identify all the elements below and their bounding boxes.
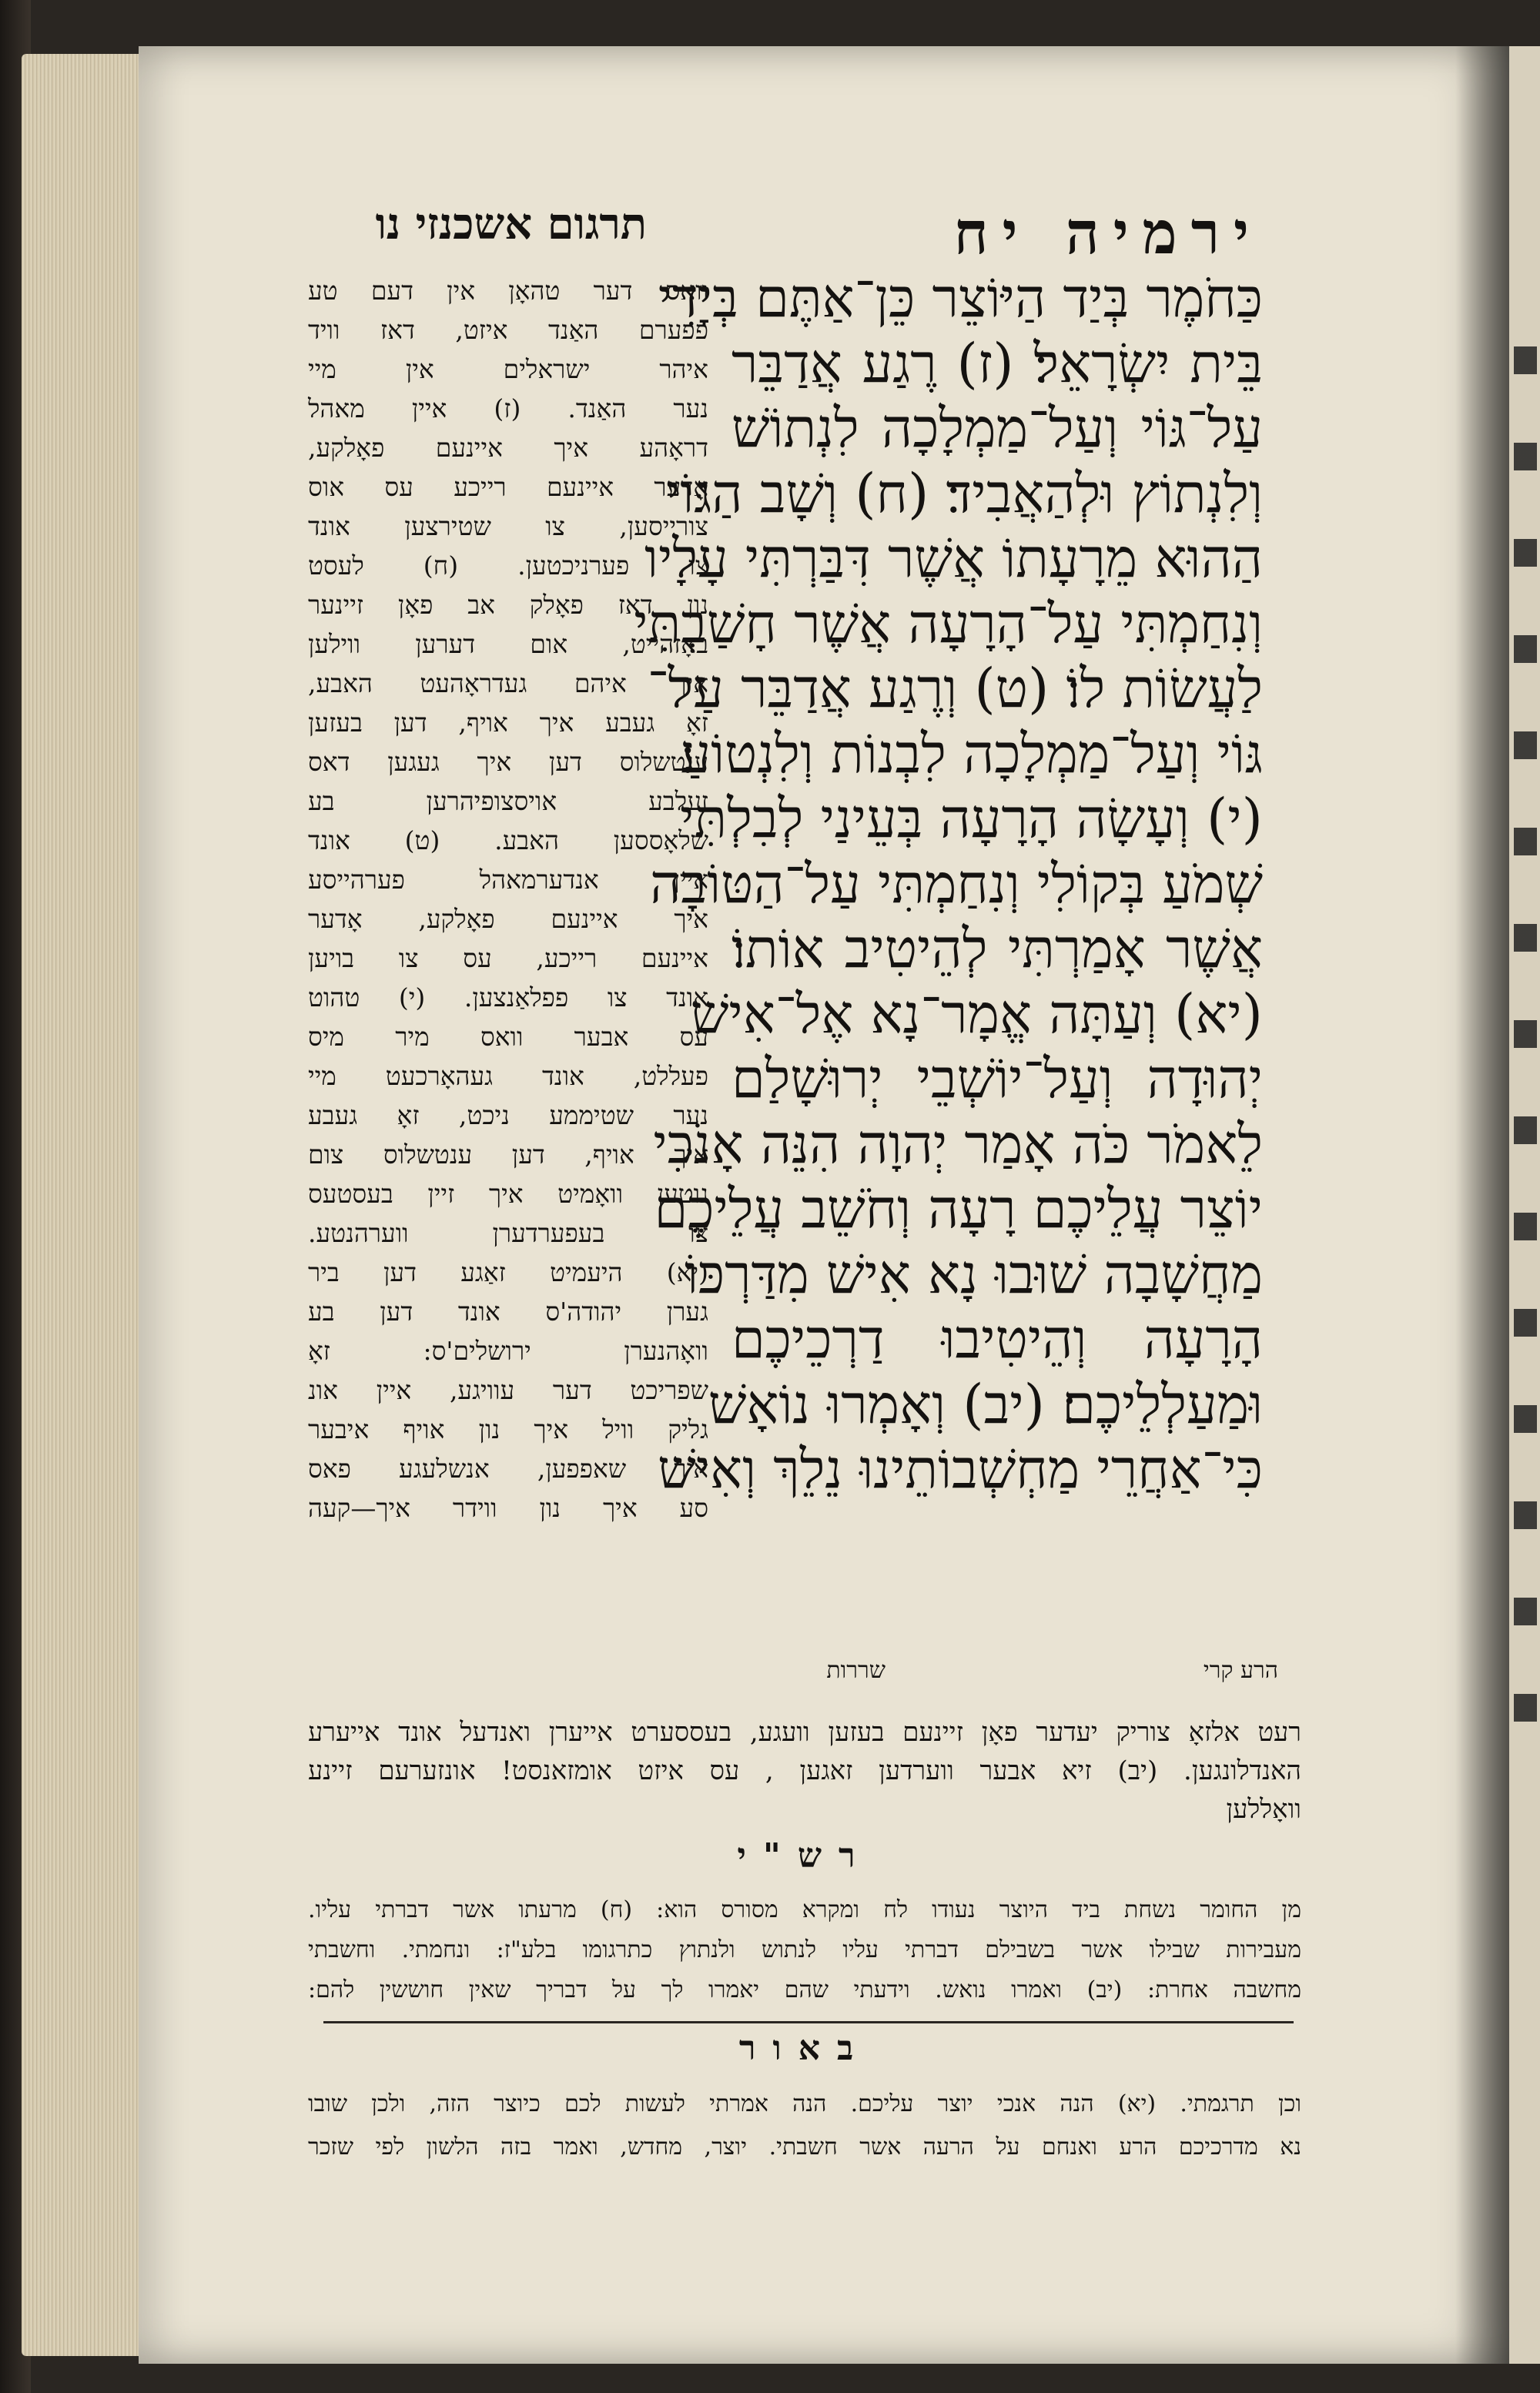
translation-line: גליק וויל איך נון אויף איבער <box>308 1414 708 1444</box>
qere-ketiv-note: הרע קרי <box>1203 1657 1278 1684</box>
translation-line: ענטשלוס דען איך געגען דאס <box>308 747 708 777</box>
continuation-line: רעט אלזאָ צוריק יעדער פאָן זיינעם בעזען וועגע, בעססערט אייערן ואנדעל אונד אייערע <box>308 1717 1301 1748</box>
translation-line: סע איך נון ווידר איך—קעה <box>308 1493 708 1523</box>
scripture-line: כִּי־אַחֲרֵי מַחְשְׁבוֹתֵינוּ נֵלֵךְ וְאִישׁ <box>658 1437 1263 1501</box>
running-header-book: ירמיה יח <box>953 199 1263 267</box>
continuation-line: האנדלונגען. (יב) זיא אבער ווערדען זאגען , עס איזט אומזאנסט! אונזערעם זיינע <box>308 1755 1301 1786</box>
translation-line: איך איינעם פאָלקע, אָדער <box>308 904 708 934</box>
biur-line: נא מדרכיכם הרע ואנחם על הרעה אשר חשבתי. יוצר, מחדש, ואמר בזה הלשון לפי שזכר <box>308 2134 1301 2160</box>
translation-line: נון דאז פאָלק אב פאָן זיינער <box>308 590 708 620</box>
scripture-line: (י) וְעָשָׂה הָרָעָה בְּעֵינַי לְבִלְתִּי <box>680 787 1263 850</box>
translation-line: גערן יהודה'ס אונד דען בע <box>308 1297 708 1327</box>
scripture-line: יוֹצֵר עֲלֵיכֶם רָעָה וְחֹשֵׁב עֲלֵיכֶם <box>654 1177 1263 1240</box>
page-edges <box>22 54 152 2356</box>
translation-line: איך שאפפען, אנשלעגע פאס <box>308 1454 708 1484</box>
translation-line: זעלבע אויסצופיהרען בע <box>308 786 708 816</box>
translation-line: אָדער איינעם רייכע עס אוס <box>308 472 708 502</box>
translation-line: נער שטיממע ניכט, זאָ געבע <box>308 1100 708 1130</box>
rashi-section-title: רש"י <box>737 1836 872 1876</box>
section-divider <box>323 2021 1294 2023</box>
scripture-line: וְנִחַמְתִּי עַל־הָרָעָה אֲשֶׁר חָשַׁבְתִּי <box>634 591 1263 655</box>
translation-column <box>308 271 708 1528</box>
biur-section-title: באור <box>738 2029 871 2068</box>
page-gutter-shadow <box>1455 46 1509 2364</box>
rashi-line: מחשבה אחרת: (יב) ואמרו נואש. וידעתי שהם יאמרו לך על דבריך שאין חוששין להם: <box>308 1976 1301 2003</box>
translation-line: פעללט, אונד געהאָרכעט מיי <box>308 1061 708 1091</box>
scripture-column <box>634 266 1263 1502</box>
translation-line: דראָהע איך איינעם פאָלקע, <box>308 433 708 463</box>
translation-line: פפערם האַנד איזט, דאז וויד <box>308 315 708 345</box>
scripture-line: הָרָעָה וְהֵיטִיבוּ דַרְכֵיכֶם <box>732 1307 1263 1371</box>
scripture-line: לֵאמֹר כֹּה אָמַר יְהוָה הִנֵּה אָנֹכִי <box>653 1112 1263 1176</box>
continuation-line: וואָללען <box>1226 1794 1301 1825</box>
scripture-line: גּוֹי וְעַל־מַמְלָכָה לִבְנוֹת וְלִנְטוֹעַ׃ <box>680 721 1263 785</box>
scripture-line: שְׁמֹעַ בְּקוֹלִי וְנִחַמְתִּי עַל־הַטּוֹבָה <box>650 852 1263 915</box>
scripture-line: אֲשֶׁר אָמַרְתִּי לְהֵיטִיב אוֹתוֹ׃ <box>732 917 1263 980</box>
biur-line: וכן תרגמתי. (יא) הנה אנכי יוצר עליכם. הנה אמרתי לעשות לכם כיוצר הזה, ולכן שובו <box>308 2090 1301 2117</box>
rashi-line: מן החומר נשחת ביד היוצר נעודו לח ומקרא מסורס הוא: (ח) מרעתו אשר דברתי עליו. <box>308 1896 1301 1923</box>
facing-page-text-fragment <box>1514 300 1537 1748</box>
scripture-line: יְהוּדָה וְעַל־יוֹשְׁבֵי יְרוּשָׁלַם <box>732 1047 1263 1110</box>
translation-line: עס אבער וואס מיר מיס <box>308 1022 708 1052</box>
scripture-line: כַּחֹמֶר בְּיַד הַיּוֹצֵר כֵּן־אַתֶּם בְּיָדִי <box>658 266 1263 330</box>
translation-line: באָזהייט, אום דערען ווילען <box>308 629 708 659</box>
scripture-line: עַל־גּוֹי וְעַל־מַמְלָכָה לִנְתוֹשׁ <box>732 397 1263 460</box>
rashi-commentary <box>308 1890 1301 2010</box>
rashi-line: מעבירות שבילו אשר בשבילם דברתי עליו לנתוש ולנתוץ כתרגומו בלע"ז: ונחמתי. וחשבתי <box>308 1936 1301 1963</box>
translation-line: (יא) היעמיט זאַגע דען ביר <box>308 1257 708 1287</box>
translation-line: אונד צו פפלאַנצען. (י) טהוט <box>308 982 708 1012</box>
scripture-line: וּמַעַלְלֵיכֶם׃ (יב) וְאָמְרוּ נוֹאָשׁ <box>708 1372 1263 1436</box>
translation-line: נער האַנד. (ז) איין מאהל <box>308 393 708 423</box>
scripture-line: לַעֲשׂוֹת לוֹ׃ (ט) וְרֶגַע אֲדַבֵּר עַל־ <box>647 657 1263 720</box>
translation-line: וואָהנערן ירושלים'ס: זאָ <box>308 1336 708 1366</box>
translation-line: איהר ישראלים אין מיי <box>308 354 708 384</box>
scripture-line: (יא) וְעַתָּה אֱמָר־נָא אֶל־אִישׁ <box>690 982 1263 1046</box>
translation-line: שפריכט דער עוויגע, איין אונ <box>308 1375 708 1405</box>
variant-reading-note: שררות <box>826 1657 886 1684</box>
translation-line: איך אויף, דען ענטשלוס צום <box>308 1140 708 1170</box>
translation-line: זאָ געבע איך אויף, דען בעזען <box>308 708 708 738</box>
translation-line: איך איהם געדראָהעט האבע, <box>308 668 708 698</box>
scripture-line: בֵּית יִשְׂרָאֵל׃ (ז) רֶגַע אֲדַבֵּר <box>732 331 1263 395</box>
biur-commentary <box>308 2083 1301 2169</box>
translation-line: איין אנדערמאהל פערהייסע <box>308 865 708 895</box>
running-header-translation: תרגום אשכנזי נו <box>375 199 647 249</box>
facing-page-edge <box>1509 46 1540 2364</box>
scripture-line: מַחֲשָׁבָה שׁוּבוּ נָא אִישׁ מִדַּרְכּוֹ <box>685 1242 1263 1306</box>
translation-line: צו פערניכטען. (ח) לעסט <box>308 551 708 581</box>
translation-continuation <box>308 1713 1301 1829</box>
translation-line: שלאָססען האבע. (ט) אונד <box>308 825 708 855</box>
translation-line: איינעם רייכע, עס צו בויען <box>308 943 708 973</box>
scripture-line: הַהוּא מֵרָעָתוֹ אֲשֶׁר דִּבַּרְתִּי עָלָיו <box>644 527 1263 590</box>
translation-line: צו בעפערדערן ווערהנטע. <box>308 1218 708 1248</box>
scripture-line: וְלִנְתוֹץ וּלְהַאֲבִיד׃ (ח) וְשָׁב הַגּוֹי <box>665 461 1263 525</box>
translation-line: וואס דער טהאָן אין דעם טע <box>308 276 708 306</box>
translation-line: גוטען וואָמיט איך זיין בעסטעס <box>308 1179 708 1209</box>
translation-line: צורייסען, צו שטירצען אונד <box>308 511 708 541</box>
